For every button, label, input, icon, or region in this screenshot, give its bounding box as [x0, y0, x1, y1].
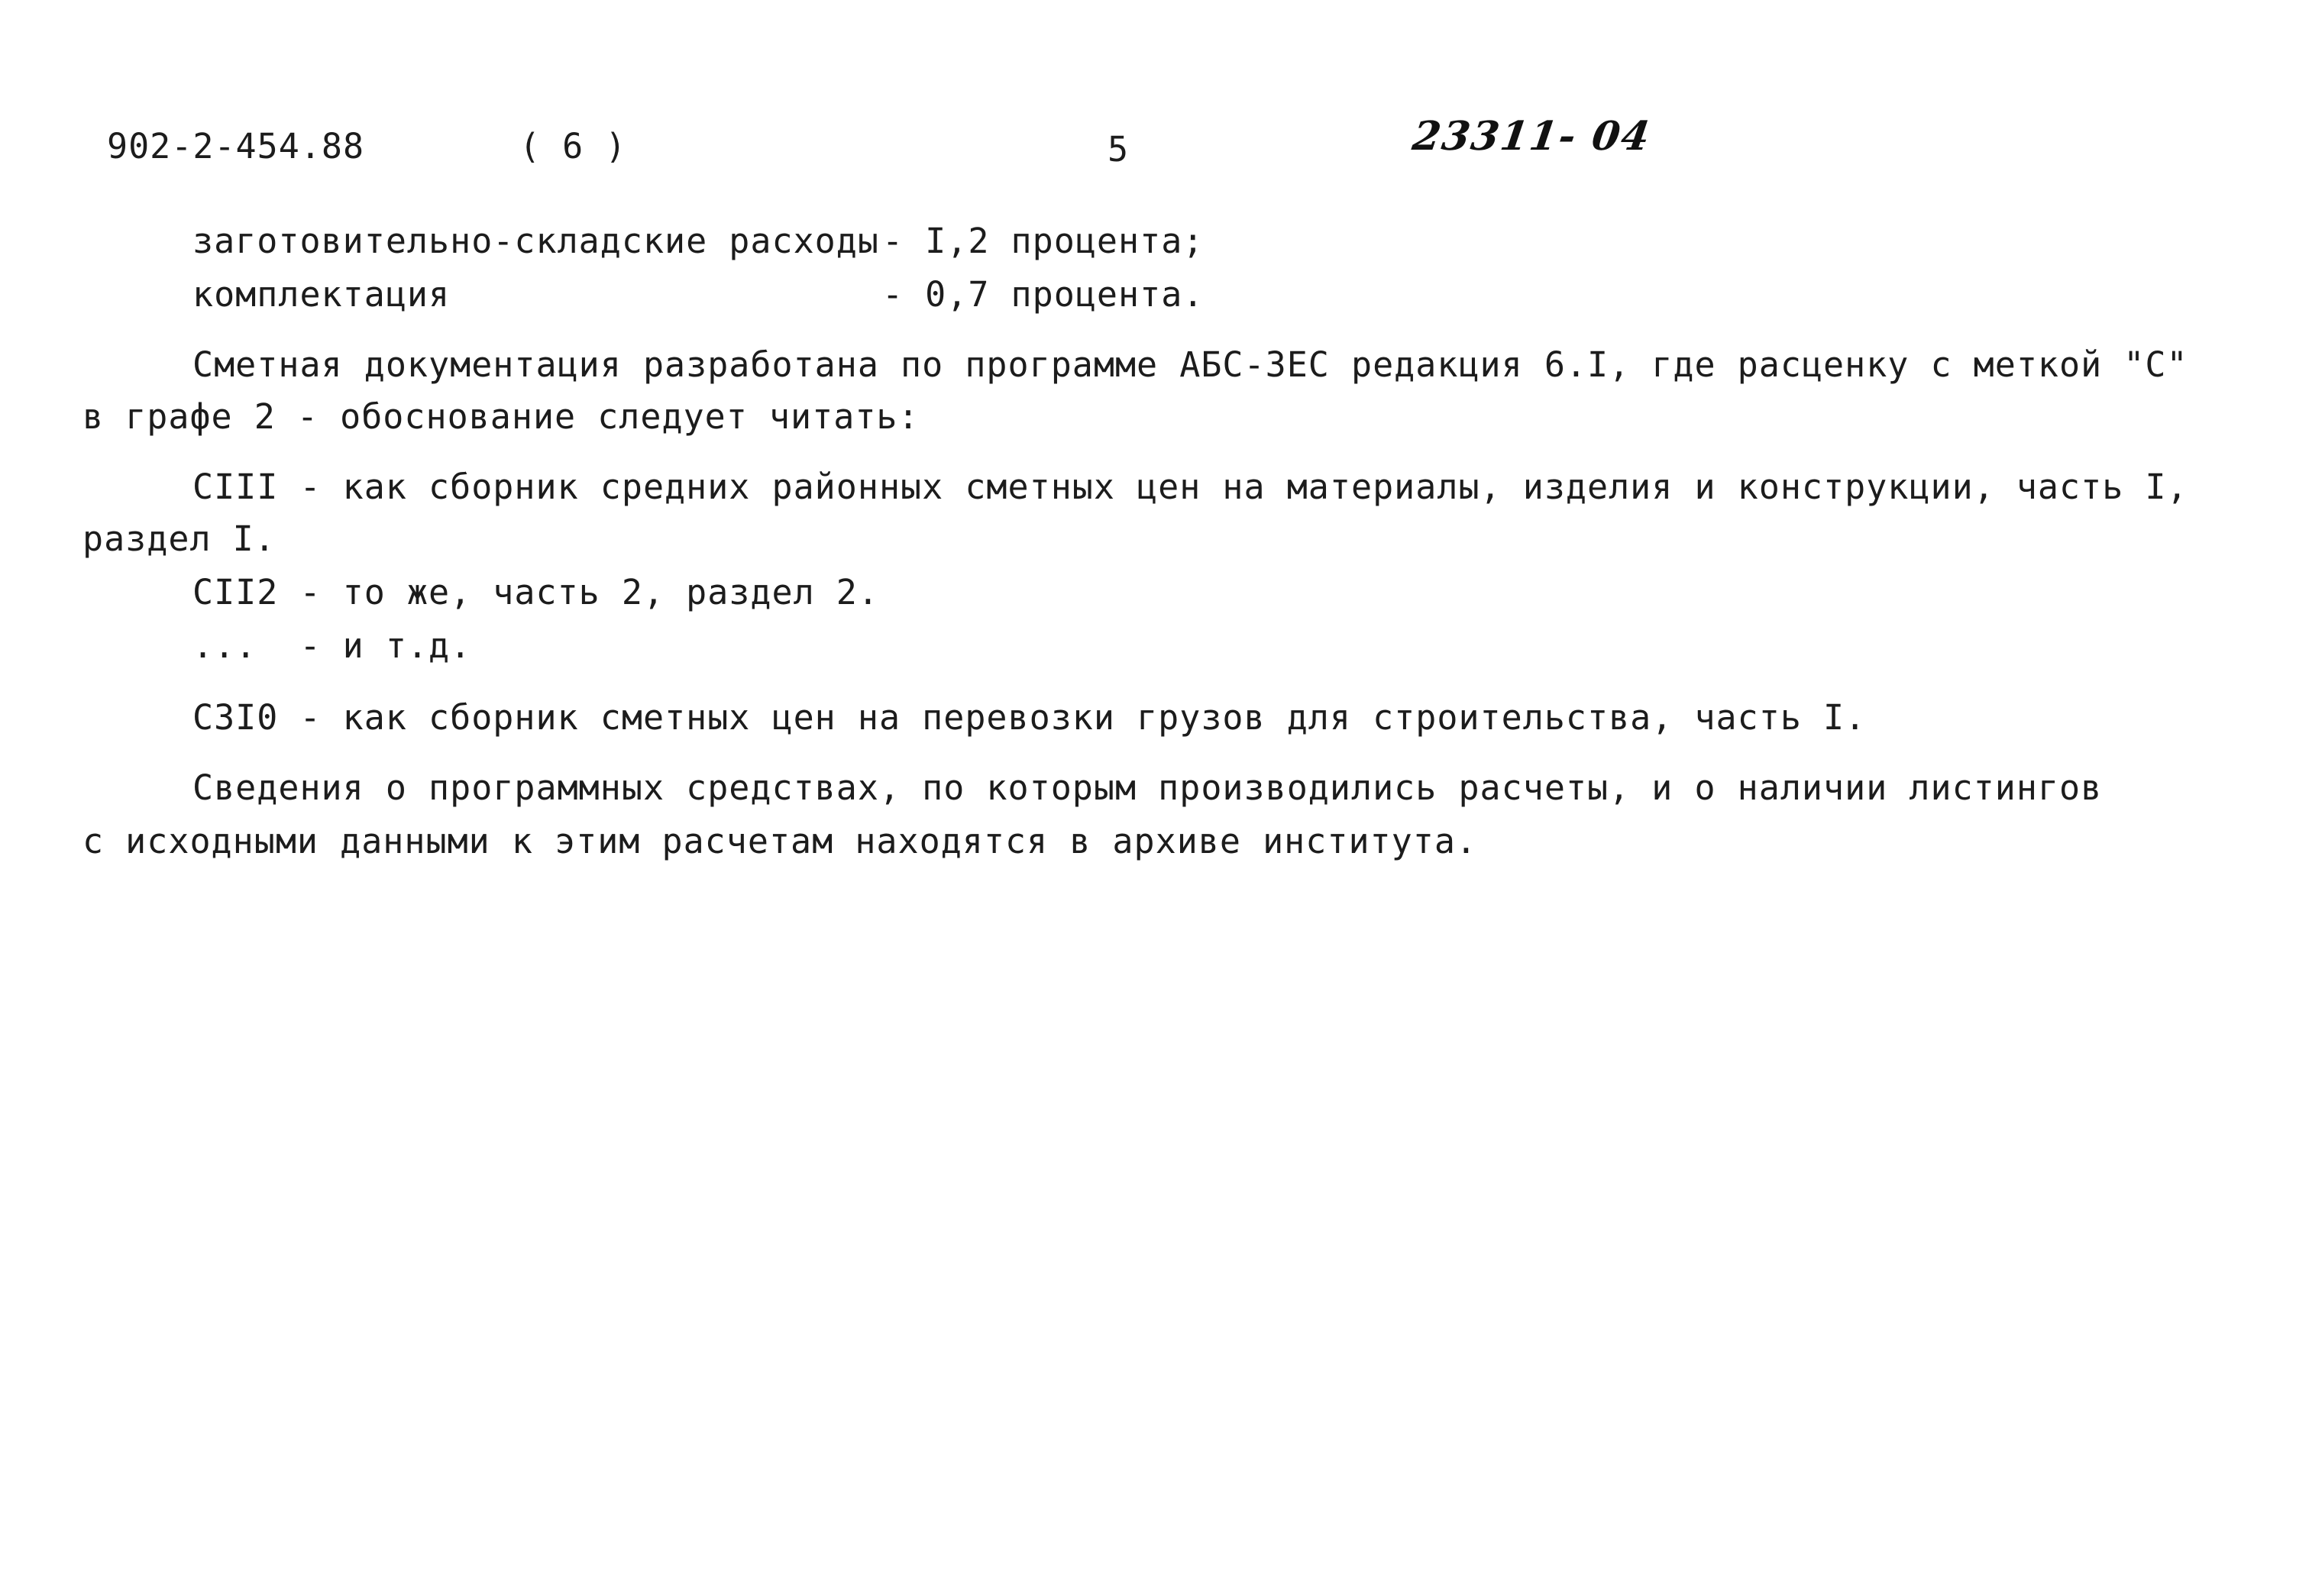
edition-mark: ( 6 ) [519, 126, 627, 166]
handwritten-number: 23311- 04 [1409, 113, 1654, 160]
overhead-value-completion: - 0,7 процента. [882, 274, 1205, 315]
ellipsis-line: ... - и т.д. [192, 625, 472, 666]
paragraph-archive-line-2: с исходными данными к этим расчетам находятся в архиве института. [82, 821, 1477, 861]
paragraph-archive-line-1: Сведения о программных средствах, по которым производились расчеты, и о наличии листингов [192, 767, 2103, 808]
overhead-value-storage: - I,2 процента; [882, 221, 1205, 261]
overhead-label-storage: заготовительно-складские расходы [192, 221, 879, 261]
code-c111-line-1: CIII - как сборник средних районных сметных цен на материалы, изделия и конструкции, часть I, [192, 467, 2188, 507]
paragraph-software-line-2: в графе 2 - обоснование следует читать: [82, 396, 920, 437]
paragraph-software-line-1: Сметная документация разработана по программе АБС-3ЕС редакция 6.I, где расценку с меткой "С" [192, 344, 2188, 385]
code-c111-line-2: раздел I. [82, 519, 276, 559]
overhead-label-completion: комплектация [192, 274, 451, 315]
code-c112-line: CII2 - то же, часть 2, раздел 2. [192, 572, 879, 612]
code-c310-line: C3I0 - как сборник сметных цен на перевозки грузов для строительства, часть I. [192, 697, 1867, 738]
document-code: 902-2-454.88 [107, 126, 365, 166]
page-number: 5 [1108, 129, 1130, 170]
